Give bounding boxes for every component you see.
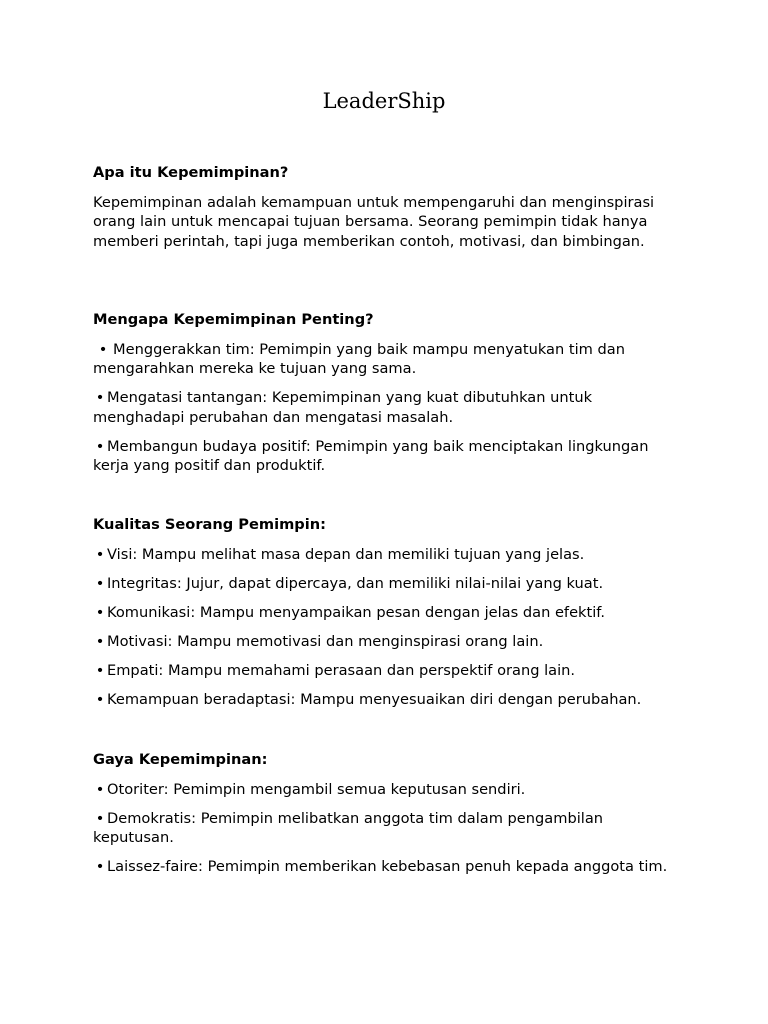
list-item-text: Laissez-faire: Pemimpin memberikan kebebasan penuh kepada anggota tim. xyxy=(107,858,668,875)
list-item xyxy=(93,388,683,427)
list-item-text: Demokratis: Pemimpin melibatkan anggota tim dalam pengambilan keputusan. xyxy=(93,809,604,846)
bullet-icon: • xyxy=(98,340,108,358)
section-heading: Kualitas Seorang Pemimpin: xyxy=(93,516,326,533)
list-item-text: Visi: Mampu melihat masa depan dan memiliki tujuan yang jelas. xyxy=(107,545,585,563)
section-paragraph: Kepemimpinan adalah kemampuan untuk mempengaruhi dan menginspirasi orang lain untuk mencapai tujuan bersama. Seorang pemimpin tidak hanya memberi perintah, tapi juga memberikan contoh, motivasi, dan bimbingan. xyxy=(93,193,655,250)
list-item xyxy=(93,809,683,848)
bullet-icon: • xyxy=(95,632,105,650)
list-item xyxy=(93,690,683,710)
section-heading: Apa itu Kepemimpinan? xyxy=(93,164,289,181)
list-item xyxy=(93,603,683,623)
bullet-icon: • xyxy=(95,809,105,827)
section-what-is-leadership xyxy=(93,163,683,251)
list-item xyxy=(93,437,683,476)
bullet-icon: • xyxy=(95,858,105,875)
list-item xyxy=(93,574,683,594)
bullet-icon: • xyxy=(95,437,105,455)
document-title: LeaderShip xyxy=(322,89,446,113)
list-item xyxy=(93,780,683,800)
list-item xyxy=(93,632,683,652)
bullet-icon: • xyxy=(95,690,105,708)
list-item-text: Integritas: Jujur, dapat dipercaya, dan memiliki nilai-nilai yang kuat. xyxy=(107,574,604,592)
list-item xyxy=(93,340,683,379)
list-item-text: Komunikasi: Mampu menyampaikan pesan dengan jelas dan efektif. xyxy=(107,603,605,621)
list-item-text: Kemampuan beradaptasi: Mampu menyesuaikan diri dengan perubahan. xyxy=(107,690,642,708)
list-item-text: Menggerakkan tim: Pemimpin yang baik mampu menyatukan tim dan mengarahkan mereka ke tujuan yang sama. xyxy=(93,340,625,377)
list-item-text: Mengatasi tantangan: Kepemimpinan yang kuat dibutuhkan untuk menghadapi perubahan dan mengatasi masalah. xyxy=(93,389,593,426)
bullet-icon: • xyxy=(95,389,105,406)
list-item xyxy=(93,661,683,681)
section-leadership-styles xyxy=(93,750,683,886)
bullet-icon: • xyxy=(95,603,105,621)
list-item-text: Otoriter: Pemimpin mengambil semua keputusan sendiri. xyxy=(107,780,526,798)
list-item-text: Empati: Mampu memahami perasaan dan perspektif orang lain. xyxy=(107,661,576,679)
list-item xyxy=(93,545,683,565)
section-heading: Mengapa Kepemimpinan Penting? xyxy=(93,311,374,328)
section-leader-qualities xyxy=(93,515,683,719)
section-heading: Gaya Kepemimpinan: xyxy=(93,751,268,768)
bullet-icon: • xyxy=(95,780,105,798)
bullet-icon: • xyxy=(95,545,105,563)
bullet-icon: • xyxy=(95,574,105,592)
list-item xyxy=(93,857,683,877)
list-item-text: Membangun budaya positif: Pemimpin yang baik menciptakan lingkungan kerja yang positif dan produktif. xyxy=(93,437,649,474)
section-why-leadership-matters xyxy=(93,310,683,485)
bullet-icon: • xyxy=(95,661,105,679)
list-item-text: Motivasi: Mampu memotivasi dan menginspirasi orang lain. xyxy=(107,632,544,650)
